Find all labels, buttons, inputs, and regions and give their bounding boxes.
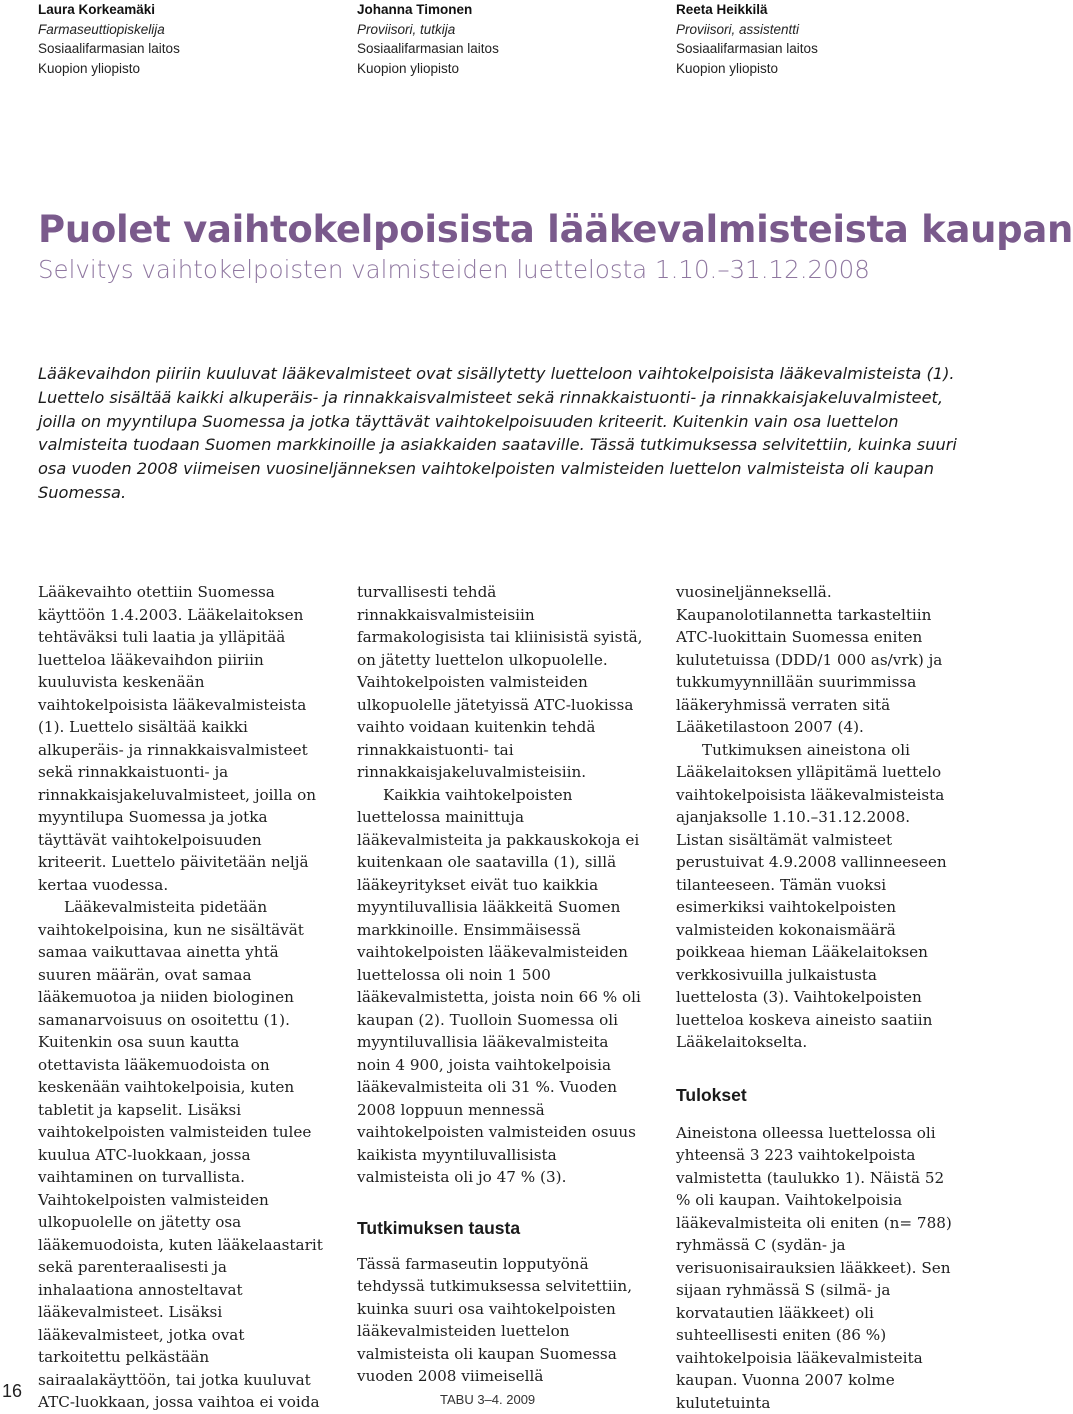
author-role: Proviisori, tutkija: [357, 20, 499, 40]
author-university: Kuopion yliopisto: [676, 59, 818, 79]
body-paragraph: vuosineljänneksellä. Kaupanolotilannetta tarkasteltiin ATC-luokittain Suomessa eniten kulutetuissa (DDD/1 000 as/vrk) ja tukkumyynnillään suurimmissa lääkeryhmissä verraten sitä Lääketilastoon 2007 (4).: [676, 581, 962, 739]
author-department: Sosiaalifarmasian laitos: [38, 39, 180, 59]
article-title: Puolet vaihtokelpoisista lääkevalmisteista kaupan: [38, 206, 1073, 254]
author-name: Johanna Timonen: [357, 0, 499, 20]
author-department: Sosiaalifarmasian laitos: [676, 39, 818, 59]
author-list: [0, 0, 960, 80]
text-column-3: [676, 581, 962, 1414]
author-university: Kuopion yliopisto: [38, 59, 180, 79]
author-block: [357, 0, 499, 78]
body-paragraph: Kaikkia vaihtokelpoisten luettelossa mainittuja lääkevalmisteita ja pakkauskokoja ei kuitenkaan ole saatavilla (1), sillä lääkeyritykset eivät tuo kaikkia myyntiluvallisia lääkkeitä Suomen markkinoille. Ensimmäisessä vaihtokelpoisten lääkevalmisteiden luettelossa oli noin 1 500 lääkevalmistetta, joista noin 66 % oli kaupan (2). Tuolloin Suomessa oli myyntiluvallisia lääkevalmisteita noin 4 900, joista vaihtokelpoisia lääkevalmisteita oli 31 %. Vuoden 2008 loppuun mennessä vaihtokelpoisten valmisteiden osuus kaikista myyntiluvallisista valmisteista oli jo 47 % (3).: [357, 784, 643, 1189]
text-column-1: [38, 581, 324, 1414]
article-abstract: Lääkevaihdon piiriin kuuluvat lääkevalmisteet ovat sisällytetty luetteloon vaihtokelpoisista lääkevalmisteista (1). Luettelo sisältää kaikki alkuperäis- ja rinnakkaisvalmisteet sekä rinnakkaistuonti- ja rinnakkaisjakeluvalmisteet, joilla on myyntilupa Suomessa ja jotka täyttävät vaihtokelpoisuuden kriteerit. Kuitenkin vain osa luettelon valmisteita tuodaan Suomen markkinoille ja asiakkaiden saataville. Tässä tutkimuksessa selvitettiin, kuinka suuri osa vuoden 2008 viimeisen vuosineljänneksen vaihtokelpoisten valmisteiden luettelon valmisteista oli kaupan Suomessa.: [38, 362, 960, 505]
author-block: [676, 0, 818, 78]
body-paragraph: Tutkimuksen aineistona oli Lääkelaitoksen ylläpitämä luettelo vaihtokelpoisista lääkevalmisteista ajanjaksolle 1.10.–31.12.2008. Listan sisältämät valmisteet perustuivat 4.9.2008 vallinneeseen tilanteeseen. Tämän vuoksi esimerkiksi vaihtokelpoisten valmisteiden kokonaismäärä poikkeaa hieman Lääkelaitoksen verkkosivuilla julkaistusta luettelosta (3). Vaihtokelpoisten luetteloa koskeva aineisto saatiin Lääkelaitokselta.: [676, 739, 962, 1054]
author-role: Farmaseuttiopiskelija: [38, 20, 180, 40]
author-department: Sosiaalifarmasian laitos: [357, 39, 499, 59]
text-column-2: [357, 581, 643, 1388]
journal-issue: TABU 3–4. 2009: [440, 1392, 535, 1407]
section-heading-results: Tulokset: [676, 1054, 962, 1122]
body-paragraph: Aineistona olleessa luettelossa oli yhteensä 3 223 vaihtokelpoista valmistetta (taulukko 1). Näistä 52 % oli kaupan. Vaihtokelpoisia lääkevalmisteita oli eniten (n= 788) ryhmässä C (sydän- ja verisuonisairauksien lääkkeet). Sen sijaan ryhmässä S (silmä- ja korvatautien lääkkeet) oli suhteellisesti eniten (86 %) vaihtokelpoisia lääkevalmisteita kaupan. Vuonna 2007 kolme kulutetuinta: [676, 1122, 962, 1414]
author-role: Proviisori, assistentti: [676, 20, 818, 40]
author-university: Kuopion yliopisto: [357, 59, 499, 79]
body-paragraph: Lääkevaihto otettiin Suomessa käyttöön 1.4.2003. Lääkelaitoksen tehtäväksi tuli laatia ja ylläpitää luetteloa lääkevaihdon piiriin kuuluvista keskenään vaihtokelpoisista lääkevalmisteista (1). Luettelo sisältää kaikki alkuperäis- ja rinnakkaisvalmisteet sekä rinnakkaistuonti- ja rinnakkaisjakeluvalmisteet, joilla on myyntilupa Suomessa ja jotka täyttävät vaihtokelpoisuuden kriteerit. Luettelo päivitetään neljä kertaa vuodessa.: [38, 581, 324, 896]
author-name: Laura Korkeamäki: [38, 0, 180, 20]
page-number: 16: [2, 1381, 22, 1402]
body-paragraph: Tässä farmaseutin lopputyönä tehdyssä tutkimuksessa selvitettiin, kuinka suuri osa vaihtokelpoisten lääkevalmisteiden luettelon valmisteista oli kaupan Suomessa vuoden 2008 viimeisellä: [357, 1253, 643, 1388]
author-name: Reeta Heikkilä: [676, 0, 818, 20]
article-subtitle: Selvitys vaihtokelpoisten valmisteiden luettelosta 1.10.–31.12.2008: [38, 253, 870, 287]
section-heading-background: Tutkimuksen tausta: [357, 1189, 643, 1253]
body-paragraph: Lääkevalmisteita pidetään vaihtokelpoisina, kun ne sisältävät samaa vaikuttavaa ainetta yhtä suuren määrän, ovat samaa lääkemuotoa ja niiden biologinen samanarvoisuus on osoitettu (1). Kuitenkin osa suun kautta otettavista lääkemuodoista on keskenään vaihtokelpoisia, kuten tabletit ja kapselit. Lisäksi vaihtokelpoisten valmisteiden tulee kuulua ATC-luokkaan, jossa vaihtaminen on turvallista. Vaihtokelpoisten valmisteiden ulkopuolelle on jätetty osa lääkemuodoista, kuten lääkelaastarit sekä parenteraalisesti ja inhalaationa annosteltavat lääkevalmisteet. Lisäksi lääkevalmisteet, jotka ovat tarkoitettu pelkästään sairaalakäyttöön, tai jotka kuuluvat ATC-luokkaan, jossa vaihtoa ei voida: [38, 896, 324, 1414]
body-paragraph: turvallisesti tehdä rinnakkaisvalmisteisiin farmakologisista tai kliinisistä syistä, on jätetty luettelon ulkopuolelle. Vaihtokelpoisten valmisteiden ulkopuolelle jätetyissä ATC-luokissa vaihto voidaan kuitenkin tehdä rinnakkaistuonti- tai rinnakkaisjakeluvalmisteisiin.: [357, 581, 643, 784]
author-block: [38, 0, 180, 78]
